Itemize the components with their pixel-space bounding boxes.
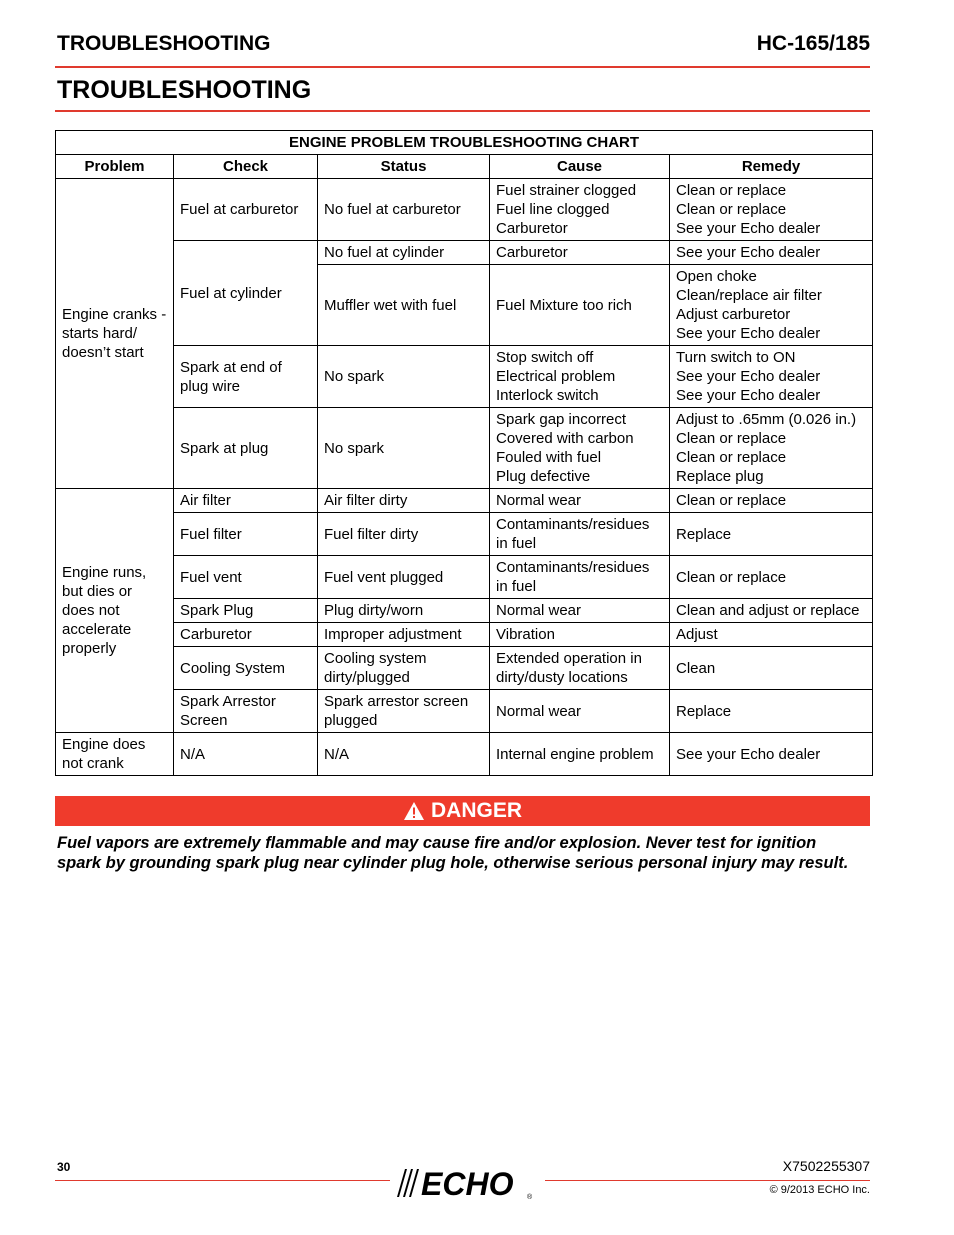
check-cell: Spark Arrestor Screen — [174, 690, 318, 733]
remedy-cell: Clean — [670, 647, 873, 690]
cause-cell: Normal wear — [490, 690, 670, 733]
remedy-cell: Clean or replace — [670, 489, 873, 513]
check-cell: Spark Plug — [174, 599, 318, 623]
header-model-number: HC-165/185 — [756, 32, 870, 55]
problem-cell: Engine does not crank — [56, 733, 174, 776]
remedy-cell: Clean or replace Clean or replace See your Echo dealer — [670, 179, 873, 241]
table-row — [56, 241, 873, 265]
check-cell: Fuel vent — [174, 556, 318, 599]
table-row — [56, 408, 873, 489]
chart-title: ENGINE PROBLEM TROUBLESHOOTING CHART — [56, 131, 873, 155]
remedy-cell: Replace — [670, 690, 873, 733]
remedy-cell: Clean and adjust or replace — [670, 599, 873, 623]
title-divider — [55, 110, 870, 112]
column-header: Check — [174, 155, 318, 179]
table-row — [56, 690, 873, 733]
check-cell: Fuel at cylinder — [174, 241, 318, 346]
status-cell: Plug dirty/worn — [318, 599, 490, 623]
document-number: X7502255307 — [782, 1158, 870, 1174]
table-row — [56, 556, 873, 599]
danger-banner — [55, 796, 870, 826]
problem-cell: Engine runs, but dies or does not accelerate properly — [56, 489, 174, 733]
footer-line-left — [55, 1180, 390, 1181]
page-number: 30 — [57, 1160, 71, 1174]
cause-cell: Contaminants/residues in fuel — [490, 556, 670, 599]
status-cell: Spark arrestor screen plugged — [318, 690, 490, 733]
table-row — [56, 489, 873, 513]
danger-warning-text: Fuel vapors are extremely flammable and may cause fire and/or explosion. Never test for ignition spark by grounding spark plug near cylinder plug hole, otherwise serious personal injury may result. — [57, 834, 849, 872]
remedy-cell: Turn switch to ON See your Echo dealer See your Echo dealer — [670, 346, 873, 408]
footer-line-right — [545, 1180, 870, 1181]
check-cell: Spark at plug — [174, 408, 318, 489]
check-cell: Carburetor — [174, 623, 318, 647]
table-row — [56, 733, 873, 776]
cause-cell: Carburetor — [490, 241, 670, 265]
check-cell: N/A — [174, 733, 318, 776]
table-row — [56, 346, 873, 408]
cause-cell: Stop switch off Electrical problem Interlock switch — [490, 346, 670, 408]
check-cell: Fuel filter — [174, 513, 318, 556]
status-cell: No spark — [318, 346, 490, 408]
status-cell: Muffler wet with fuel — [318, 265, 490, 346]
remedy-cell: See your Echo dealer — [670, 733, 873, 776]
header-section-title: TROUBLESHOOTING — [57, 32, 271, 55]
table-row — [56, 599, 873, 623]
status-cell: Fuel vent plugged — [318, 556, 490, 599]
remedy-cell: Replace — [670, 513, 873, 556]
page-title: TROUBLESHOOTING — [57, 76, 312, 104]
cause-cell: Internal engine problem — [490, 733, 670, 776]
cause-cell: Normal wear — [490, 599, 670, 623]
check-cell: Spark at end of plug wire — [174, 346, 318, 408]
remedy-cell: Adjust — [670, 623, 873, 647]
warning-triangle-icon — [403, 801, 425, 821]
table-row — [56, 623, 873, 647]
status-cell: Air filter dirty — [318, 489, 490, 513]
check-cell: Cooling System — [174, 647, 318, 690]
remedy-cell: Clean or replace — [670, 556, 873, 599]
remedy-cell: Open choke Clean/replace air filter Adjust carburetor See your Echo dealer — [670, 265, 873, 346]
page-header — [57, 32, 870, 62]
cause-cell: Normal wear — [490, 489, 670, 513]
copyright: © 9/2013 ECHO Inc. — [769, 1184, 870, 1196]
logo-text: ECHO — [421, 1166, 514, 1201]
table-row — [56, 179, 873, 241]
column-header: Cause — [490, 155, 670, 179]
cause-cell: Extended operation in dirty/dusty locations — [490, 647, 670, 690]
svg-text:®: ® — [527, 1194, 533, 1201]
column-header: Status — [318, 155, 490, 179]
check-cell: Fuel at carburetor — [174, 179, 318, 241]
remedy-cell: See your Echo dealer — [670, 241, 873, 265]
column-header: Remedy — [670, 155, 873, 179]
cause-cell: Spark gap incorrect Covered with carbon Fouled with fuel Plug defective — [490, 408, 670, 489]
cause-cell: Vibration — [490, 623, 670, 647]
cause-cell: Contaminants/residues in fuel — [490, 513, 670, 556]
problem-cell: Engine cranks - starts hard/ doesn’t start — [56, 179, 174, 489]
status-cell: Improper adjustment — [318, 623, 490, 647]
echo-logo — [393, 1163, 541, 1201]
check-cell: Air filter — [174, 489, 318, 513]
danger-label: DANGER — [430, 799, 522, 822]
status-cell: N/A — [318, 733, 490, 776]
column-header: Problem — [56, 155, 174, 179]
header-divider — [55, 66, 870, 68]
status-cell: No fuel at carburetor — [318, 179, 490, 241]
remedy-cell: Adjust to .65mm (0.026 in.) Clean or replace Clean or replace Replace plug — [670, 408, 873, 489]
troubleshooting-table — [55, 130, 873, 776]
status-cell: No fuel at cylinder — [318, 241, 490, 265]
status-cell: No spark — [318, 408, 490, 489]
table-row — [56, 647, 873, 690]
cause-cell: Fuel strainer clogged Fuel line clogged Carburetor — [490, 179, 670, 241]
status-cell: Fuel filter dirty — [318, 513, 490, 556]
status-cell: Cooling system dirty/plugged — [318, 647, 490, 690]
cause-cell: Fuel Mixture too rich — [490, 265, 670, 346]
table-row — [56, 513, 873, 556]
